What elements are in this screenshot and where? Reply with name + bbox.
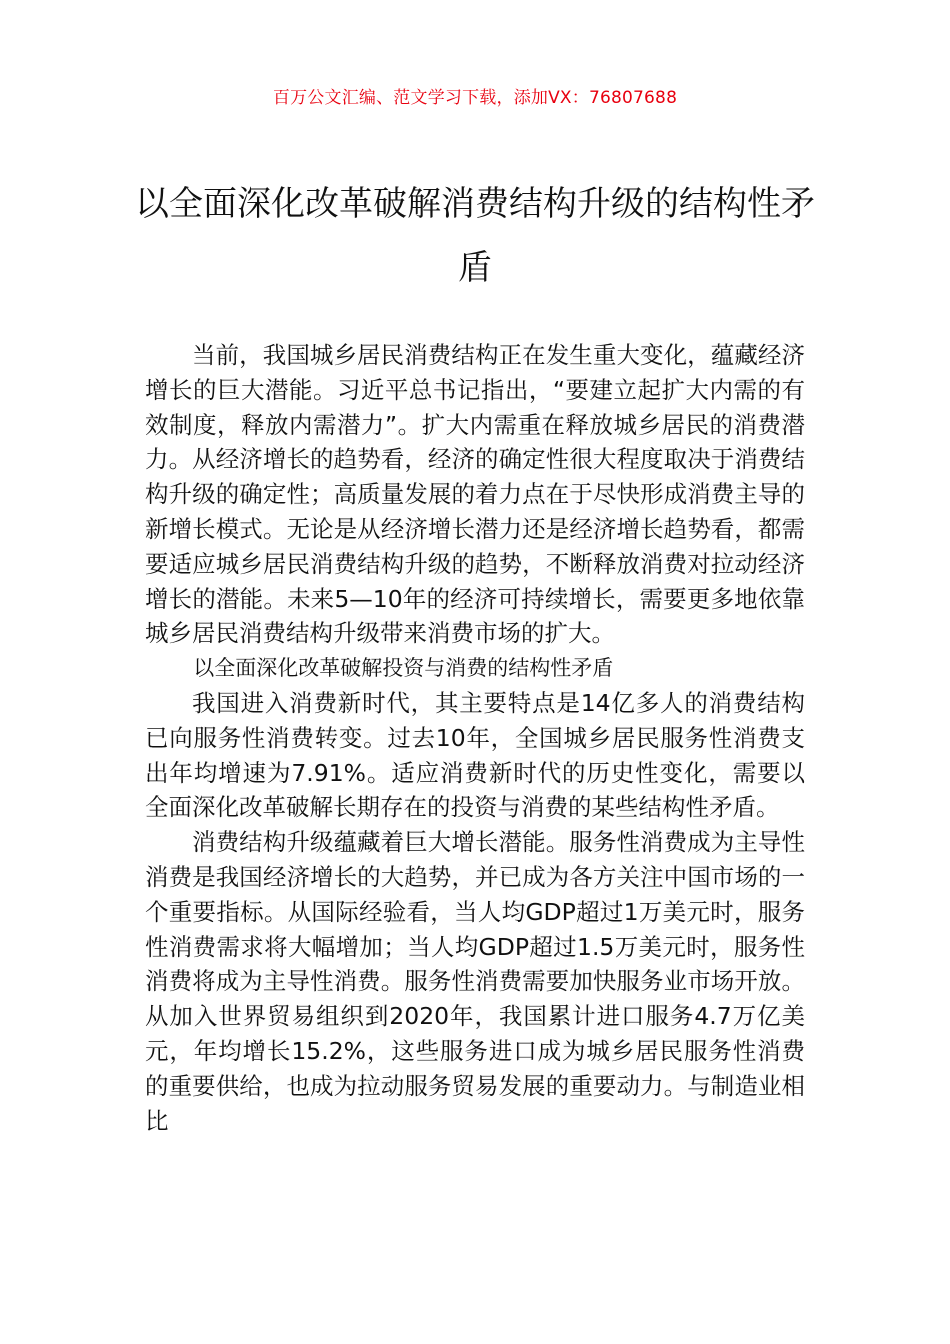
section-subhead: 以全面深化改革破解投资与消费的结构性矛盾 xyxy=(193,656,614,681)
paragraph-intro: 当前，我国城乡居民消费结构正在发生重大变化，蕴藏经济增长的巨大潜能。习近平总书记指出，“要建立起扩大内需的有效制度，释放内需潜力”。扩大内需重在释放城乡居民的消费潜力。从经济增长的趋势看，经济的确定性很大程度取决于消费结构升级的确定性；高质量发展的着力点在于尽快形成消费主导的新增长模式。无论是从经济增长潜力还是经济增长趋势看，都需要适应城乡居民消费结构升级的趋势，不断释放消费对拉动经济增长的潜能。未来5—10年的经济可持续增长，需要更多地依靠城乡居民消费结构升级带来消费市场的扩大。 xyxy=(145,341,805,648)
article-body xyxy=(145,338,805,1138)
header-note: 百万公文汇编、范文学习下载，添加VX：76807688 xyxy=(272,88,678,108)
paragraph-consumption-era: 我国进入消费新时代，其主要特点是14亿多人的消费结构已向服务性消费转变。过去10年，全国城乡居民服务性消费支出年均增速为7.91%。适应消费新时代的历史性变化，需要以全面深化改革破解长期存在的投资与消费的某些结构性矛盾。 xyxy=(145,688,805,822)
paragraph-service-consumption: 消费结构升级蕴藏着巨大增长潜能。服务性消费成为主导性消费是我国经济增长的大趋势，并已成为各方关注中国市场的一个重要指标。从国际经验看，当人均GDP超过1万美元时，服务性消费需求将大幅增加；当人均GDP超过1.5万美元时，服务性消费将成为主导性消费。服务性消费需要加快服务业市场开放。从加入世界贸易组织到2020年，我国累计进口服务4.7万亿美元，年均增长15.2%，这些服务进口成为城乡居民服务性消费的重要供给，也成为拉动服务贸易发展的重要动力。与制造业相比 xyxy=(145,828,805,1135)
page-title: 以全面深化改革破解消费结构升级的结构性矛盾 xyxy=(135,184,815,288)
